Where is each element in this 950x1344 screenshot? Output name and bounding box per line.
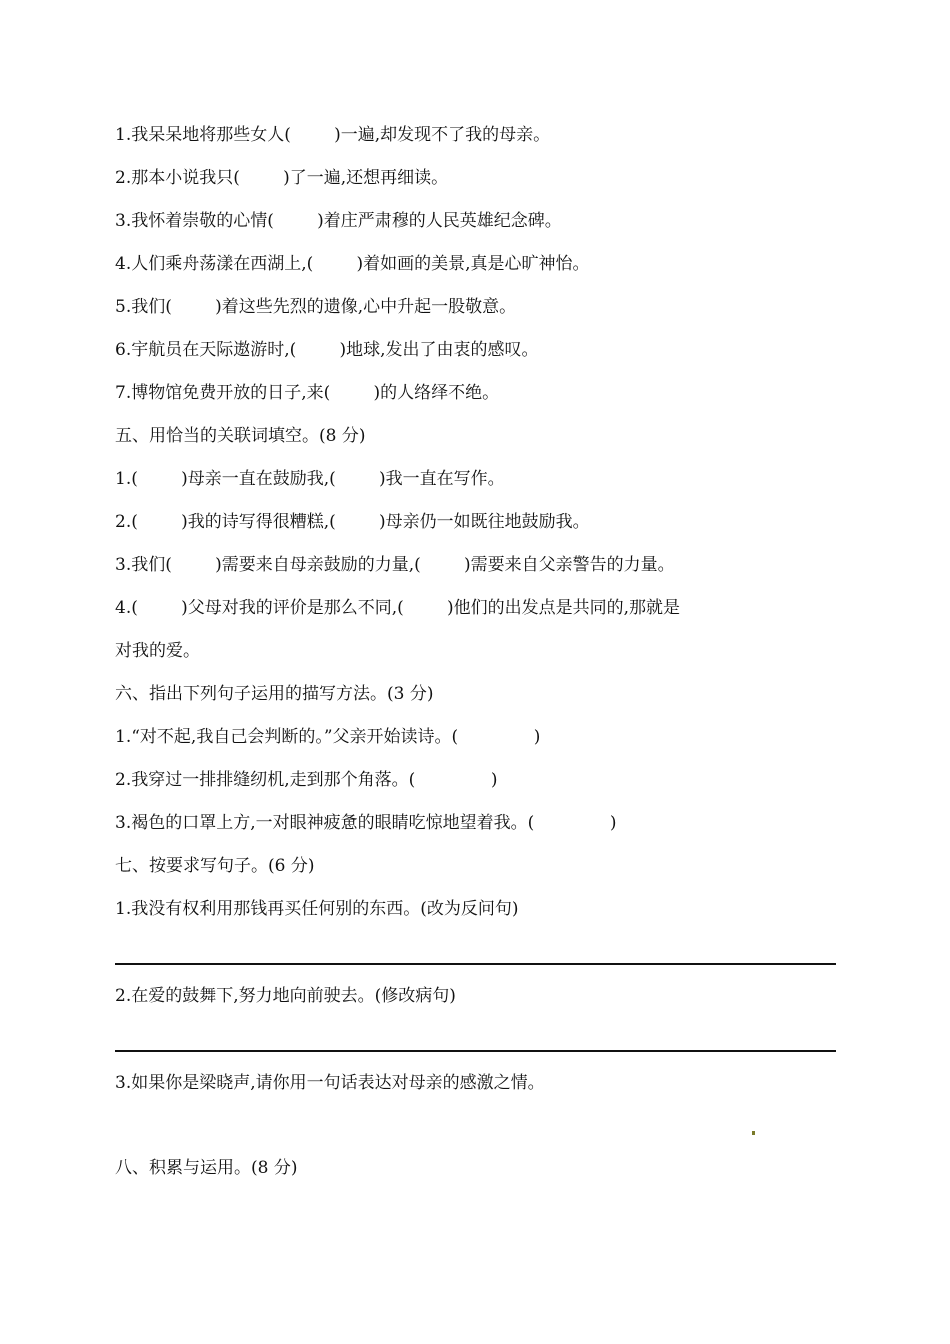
section-eight-heading: 八、积累与运用。(8 分): [115, 1158, 298, 1178]
answer-line-2: [115, 1050, 836, 1052]
blank-question-3: 3.我怀着崇敬的心情( )着庄严肃穆的人民英雄纪念碑。: [115, 211, 562, 231]
blank-question-5: 5.我们( )着这些先烈的遗像,心中升起一股敬意。: [115, 297, 517, 317]
section-five-heading: 五、用恰当的关联词填空。(8 分): [115, 426, 366, 446]
stray-mark: [752, 1131, 755, 1135]
conjunction-question-3: 3.我们( )需要来自母亲鼓励的力量,( )需要来自父亲警告的力量。: [115, 555, 675, 575]
blank-question-4: 4.人们乘舟荡漾在西湖上,( )着如画的美景,真是心旷神怡。: [115, 254, 590, 274]
description-question-3: 3.褐色的口罩上方,一对眼神疲惫的眼睛吃惊地望着我。( ): [115, 813, 617, 833]
conjunction-question-4: 4.( )父母对我的评价是那么不同,( )他们的出发点是共同的,那就是: [115, 598, 681, 618]
conjunction-question-2: 2.( )我的诗写得很糟糕,( )母亲仍一如既往地鼓励我。: [115, 512, 590, 532]
blank-question-6: 6.宇航员在天际遨游时,( )地球,发出了由衷的感叹。: [115, 340, 539, 360]
section-seven-heading: 七、按要求写句子。(6 分): [115, 856, 315, 876]
rewrite-question-3: 3.如果你是梁晓声,请你用一句话表达对母亲的感激之情。: [115, 1073, 545, 1093]
rewrite-question-1: 1.我没有权利用那钱再买任何别的东西。(改为反问句): [115, 899, 519, 919]
blank-question-1: 1.我呆呆地将那些女人( )一遍,却发现不了我的母亲。: [115, 125, 551, 145]
conjunction-question-4-cont: 对我的爱。: [115, 641, 200, 661]
description-question-2: 2.我穿过一排排缝纫机,走到那个角落。( ): [115, 770, 498, 790]
description-question-1: 1.“对不起,我自己会判断的。”父亲开始读诗。( ): [115, 727, 541, 747]
rewrite-question-2: 2.在爱的鼓舞下,努力地向前驶去。(修改病句): [115, 986, 456, 1006]
blank-question-7: 7.博物馆免费开放的日子,来( )的人络绎不绝。: [115, 383, 500, 403]
answer-line-1: [115, 963, 836, 965]
conjunction-question-1: 1.( )母亲一直在鼓励我,( )我一直在写作。: [115, 469, 505, 489]
blank-question-2: 2.那本小说我只( )了一遍,还想再细读。: [115, 168, 449, 188]
section-six-heading: 六、指出下列句子运用的描写方法。(3 分): [115, 684, 434, 704]
